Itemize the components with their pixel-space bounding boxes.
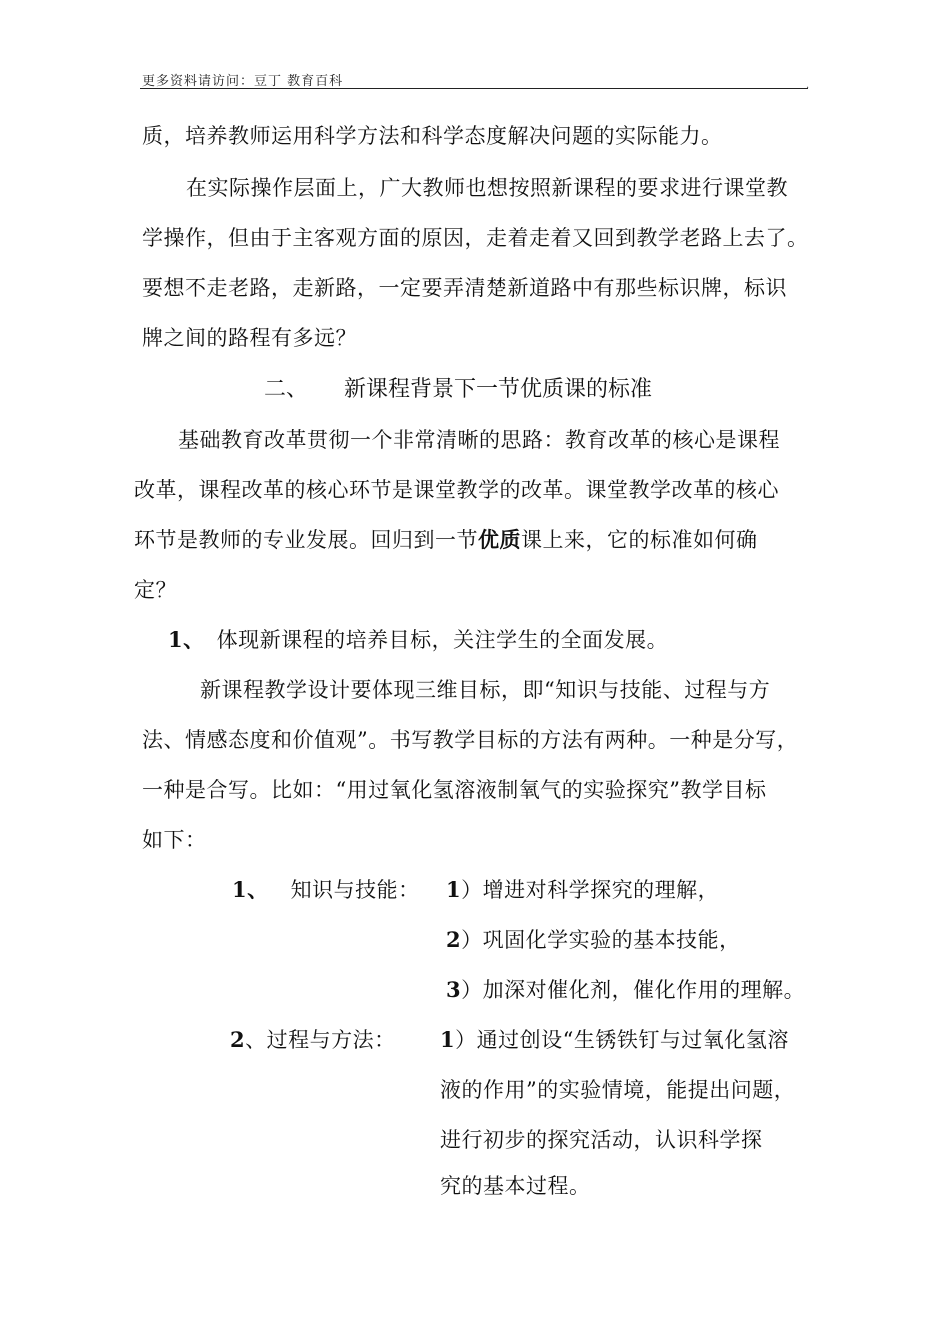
goal-item: [446, 974, 805, 1004]
goal-item-continuation: 液的作用”的实验情境，能提出问题，: [440, 1078, 796, 1102]
goal-item-text: ）巩固化学实验的基本技能，: [461, 928, 741, 952]
goal-heading: [232, 874, 420, 904]
paragraph-line: 法、情感态度和价值观”。书写教学目标的方法有两种。一种是分写，: [142, 728, 799, 752]
goal-item-text: ）加深对催化剂，催化作用的理解。: [461, 978, 806, 1002]
goal-item-text: ）通过创设“生锈铁钉与过氧化氢溶: [455, 1028, 789, 1052]
paragraph-line: 基础教育改革贯彻一个非常清晰的思路：教育改革的核心是课程: [178, 428, 780, 452]
goal-item-continuation: 进行初步的探究活动，认识科学探: [440, 1128, 763, 1152]
paragraph-line: 质，培养教师运用科学方法和科学态度解决问题的实际能力。: [142, 124, 723, 148]
section-title: 新课程背景下一节优质课的标准: [344, 377, 653, 402]
section-number: 二、: [264, 377, 309, 402]
paragraph-line: 牌之间的路程有多远？: [142, 326, 357, 350]
goal-item-number: 1: [440, 1027, 456, 1052]
paragraph-line: 在实际操作层面上，广大教师也想按照新课程的要求进行课堂教: [186, 176, 788, 200]
goal-number: 2: [230, 1027, 246, 1052]
list-item: [168, 624, 668, 654]
goal-item: [446, 924, 741, 954]
paragraph-line: 学操作，但由于主客观方面的原因，走着走着又回到教学老路上去了。: [142, 226, 809, 250]
header-trailing-mark: .: [806, 80, 810, 91]
emphasized-text: 优质: [478, 528, 521, 552]
goal-number: 1、: [232, 877, 269, 902]
goal-label: 知识与技能：: [290, 878, 420, 902]
paragraph-line: 如下：: [142, 828, 207, 852]
header-text: 更多资料请访问：豆丁 教育百科: [142, 74, 344, 89]
paragraph-line: 改革，课程改革的核心环节是课堂教学的改革。课堂教学改革的核心: [134, 478, 779, 502]
line-text: 环节是教师的专业发展。回归到一节: [134, 528, 478, 552]
goal-item-number: 1: [446, 877, 462, 902]
list-number: 1、: [168, 627, 205, 652]
line-text: 课上来，它的标准如何确: [521, 528, 758, 552]
paragraph-line: 要想不走老路，走新路，一定要弄清楚新道路中有那些标识牌，标识: [142, 276, 787, 300]
goal-item-number: 3: [446, 977, 462, 1002]
goal-item-continuation: 究的基本过程。: [440, 1174, 591, 1198]
goal-item-number: 2: [446, 927, 462, 952]
goal-heading: [230, 1024, 396, 1054]
section-heading: [264, 372, 652, 403]
paragraph-line: 定？: [134, 578, 177, 602]
goal-item: [446, 874, 719, 904]
paragraph-line: 一种是合写。比如：“用过氧化氢溶液制氧气的实验探究”教学目标: [142, 778, 767, 802]
paragraph-line: [134, 524, 758, 554]
goal-label: 、过程与方法：: [245, 1028, 396, 1052]
header-rule: [140, 88, 808, 89]
paragraph-line: 新课程教学设计要体现三维目标，即“知识与技能、过程与方: [200, 678, 771, 702]
goal-item: [440, 1024, 789, 1054]
list-text: 体现新课程的培养目标，关注学生的全面发展。: [216, 628, 669, 652]
goal-item-text: ）增进对科学探究的理解，: [461, 878, 720, 902]
